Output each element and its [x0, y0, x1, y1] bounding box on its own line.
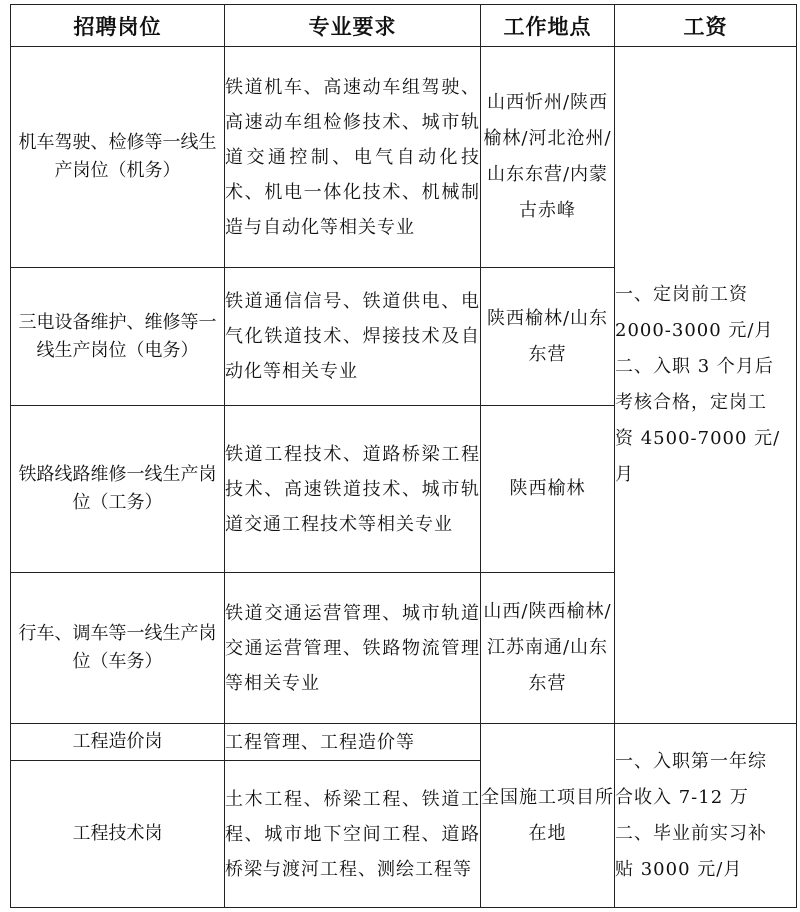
salary-line: 二、毕业前实习补 — [615, 822, 767, 844]
location-cell: 陕西榆林 — [481, 406, 615, 573]
salary-cell-rail — [615, 47, 797, 724]
header-salary: 工资 — [615, 5, 797, 47]
major-cell: 铁道工程技术、道路桥梁工程技术、高速铁道技术、城市轨道交通工程技术等相关专业 — [225, 406, 481, 573]
position-cell: 工程造价岗 — [11, 724, 225, 761]
position-cell: 工程技术岗 — [11, 761, 225, 908]
major-cell: 土木工程、桥梁工程、铁道工程、城市地下空间工程、道路桥梁与渡河工程、测绘工程等 — [225, 761, 481, 908]
major-cell: 铁道机车、高速动车组驾驶、高速动车组检修技术、城市轨道交通控制、电气自动化技术、机电一体化技术、机械制造与自动化等相关专业 — [225, 47, 481, 268]
header-location: 工作地点 — [481, 5, 615, 47]
major-cell: 铁道通信信号、铁道供电、电气化铁道技术、焊接技术及自动化等相关专业 — [225, 268, 481, 406]
salary-line: 贴 3000 元/月 — [615, 858, 743, 880]
position-cell: 三电设备维护、维修等一线生产岗位（电务） — [11, 268, 225, 406]
recruitment-table — [10, 4, 797, 908]
location-cell: 全国施工项目所在地 — [481, 724, 615, 908]
salary-line: 合收入 7-12 万 — [615, 786, 749, 808]
salary-line: 2000-3000 元/月 — [615, 320, 774, 341]
salary-line: 资 4500-7000 元/ — [615, 428, 781, 449]
location-cell: 陕西榆林/山东东营 — [481, 268, 615, 406]
salary-cell-engineering — [615, 724, 797, 908]
major-cell: 工程管理、工程造价等 — [225, 724, 481, 761]
position-cell: 机车驾驶、检修等一线生产岗位（机务） — [11, 47, 225, 268]
position-cell: 铁路线路维修一线生产岗位（工务） — [11, 406, 225, 573]
major-cell: 铁道交通运营管理、城市轨道交通运营管理、铁路物流管理等相关专业 — [225, 573, 481, 724]
table-row — [11, 724, 797, 761]
salary-line: 一、定岗前工资 — [615, 284, 748, 305]
salary-line: 二、入职 3 个月后 — [615, 356, 774, 377]
location-cell: 山西/陕西榆林/江苏南通/山东东营 — [481, 573, 615, 724]
location-cell: 山西忻州/陕西榆林/河北沧州/山东东营/内蒙古赤峰 — [481, 47, 615, 268]
header-position: 招聘岗位 — [11, 5, 225, 47]
header-row — [11, 5, 797, 47]
position-cell: 行车、调车等一线生产岗位（车务） — [11, 573, 225, 724]
table-row — [11, 47, 797, 268]
salary-line: 考核合格，定岗工 — [615, 392, 767, 413]
header-major: 专业要求 — [225, 5, 481, 47]
salary-line: 月 — [615, 464, 634, 485]
salary-line: 一、入职第一年综 — [615, 750, 767, 772]
